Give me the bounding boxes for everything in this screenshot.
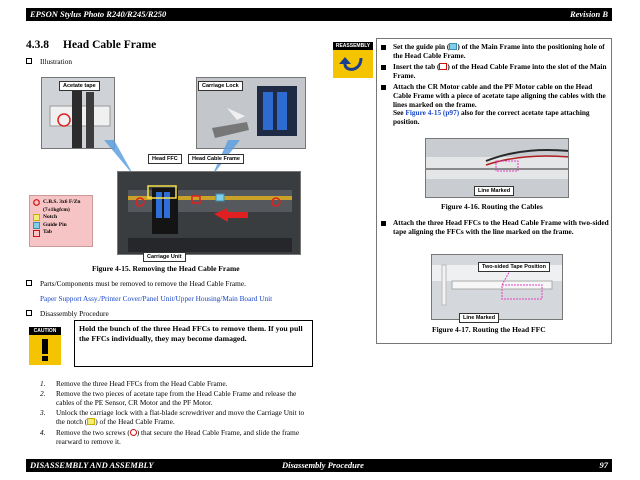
printer-interior-photo (117, 171, 301, 255)
notch-symbol-icon (33, 214, 40, 221)
step-2: 2. Remove the two pieces of acetate tape from the Head Cable Frame and release the cables of the PE Sensor, CR Motor and the PF Motor. (40, 389, 297, 407)
reassembly-bullet-4: Attach the three Head FFCs to the Head Cable Frame with two-sided tape aligning the FFCs with the line marked on the frame. (381, 219, 609, 237)
screw-symbol-icon (130, 429, 137, 436)
step-4: 4. Remove the two screws ( ) that secure the Head Cable Frame, and slide the frame rearward to remove it. (40, 428, 300, 446)
illustration-label: Illustration (26, 57, 72, 66)
step-3: 3. Unlock the carriage lock with a flat-blade screwdriver and move the Carriage Unit to the notch ( ) of the Head Cable Frame. (40, 408, 305, 426)
header-product: EPSON Stylus Photo R240/R245/R250 (30, 9, 167, 19)
footer-page-number: 97 (599, 460, 608, 470)
legend-guide-pin: Guide Pin (33, 222, 89, 230)
callout-head-ffc: Head FFC (148, 154, 182, 164)
parts-list-link[interactable]: Paper Support Assy./Printer Cover/Panel Unit/Upper Housing/Main Board Unit (40, 294, 273, 303)
checkbox-icon (26, 310, 32, 316)
printer-interior-drawing (118, 172, 301, 255)
section-title (26, 39, 156, 51)
guide-pin-symbol-icon (33, 222, 40, 229)
parts-label: Parts/Components must be removed to remove the Head Cable Frame. (26, 279, 246, 288)
header-bar (26, 8, 612, 21)
legend-notch: Notch (33, 214, 89, 222)
checkbox-icon (26, 280, 32, 286)
callout-carriage-lock: Carriage Lock (198, 81, 243, 91)
section-number: 4.3.8 (26, 39, 49, 51)
footer-chapter: DISASSEMBLY AND ASSEMBLY (30, 460, 154, 470)
reassembly-bullet-2: Insert the tab ( ) of the Head Cable Frame into the slot of the Main Frame. (381, 63, 609, 81)
reassembly-bullet-3: Attach the CR Motor cable and the PF Motor cable on the Head Cable Frame with a piece of acetate tape aligning the cables with the lines marked on the frame. See Figure 4-15 (p97) also for the correct acetate tape attaching position. (381, 83, 609, 127)
callout-acetate-tape: Acetate tape (59, 81, 100, 91)
caution-label: CAUTION (29, 327, 61, 335)
procedure-label: Disassembly Procedure (26, 309, 109, 318)
footer-section: Disassembly Procedure (282, 460, 364, 470)
figure-4-15-caption: Figure 4-15. Removing the Head Cable Frame (92, 264, 240, 273)
callout-head-cable-frame: Head Cable Frame (188, 154, 244, 164)
bullet-icon (381, 65, 386, 70)
legend-screw: C.B.S. 3x6 F/Zn (33, 199, 89, 207)
caution-text: Hold the bunch of the three Head FFCs to remove them. If you pull the FFCs individually, they may become damaged. (74, 320, 313, 367)
header-revision: Revision B (569, 9, 608, 19)
callout-carriage-unit: Carriage Unit (143, 252, 186, 262)
figure-4-16-caption: Figure 4-16. Routing the Cables (441, 202, 543, 211)
checkbox-icon (26, 58, 32, 64)
figure-4-17-caption: Figure 4-17. Routing the Head FFC (432, 325, 546, 334)
reassembly-label: REASSEMBLY (333, 42, 373, 50)
step-1: 1. Remove the three Head FFCs from the Head Cable Frame. (40, 379, 228, 388)
legend-tab: Tab (33, 229, 89, 237)
callout-line-marked-ffc: Line Marked (459, 313, 499, 323)
bullet-icon (381, 221, 386, 226)
tab-symbol-icon (33, 230, 40, 237)
callout-two-sided-tape: Two-sided Tape Position (478, 262, 550, 272)
section-name: Head Cable Frame (63, 39, 157, 51)
screw-symbol-icon (33, 199, 40, 206)
figure-4-15-link[interactable]: Figure 4-15 (p97) (405, 108, 460, 118)
reassembly-bullet-1: Set the guide pin ( ) of the Main Frame into the positioning hole of the Head Cable Frame. (381, 43, 609, 61)
footer-bar (26, 459, 612, 472)
legend-screw-torque: (7±1kgfcm) (43, 206, 70, 213)
callout-line-marked: Line Marked (474, 186, 514, 196)
bullet-icon (381, 85, 386, 90)
symbol-legend (29, 195, 93, 247)
bullet-icon (381, 45, 386, 50)
